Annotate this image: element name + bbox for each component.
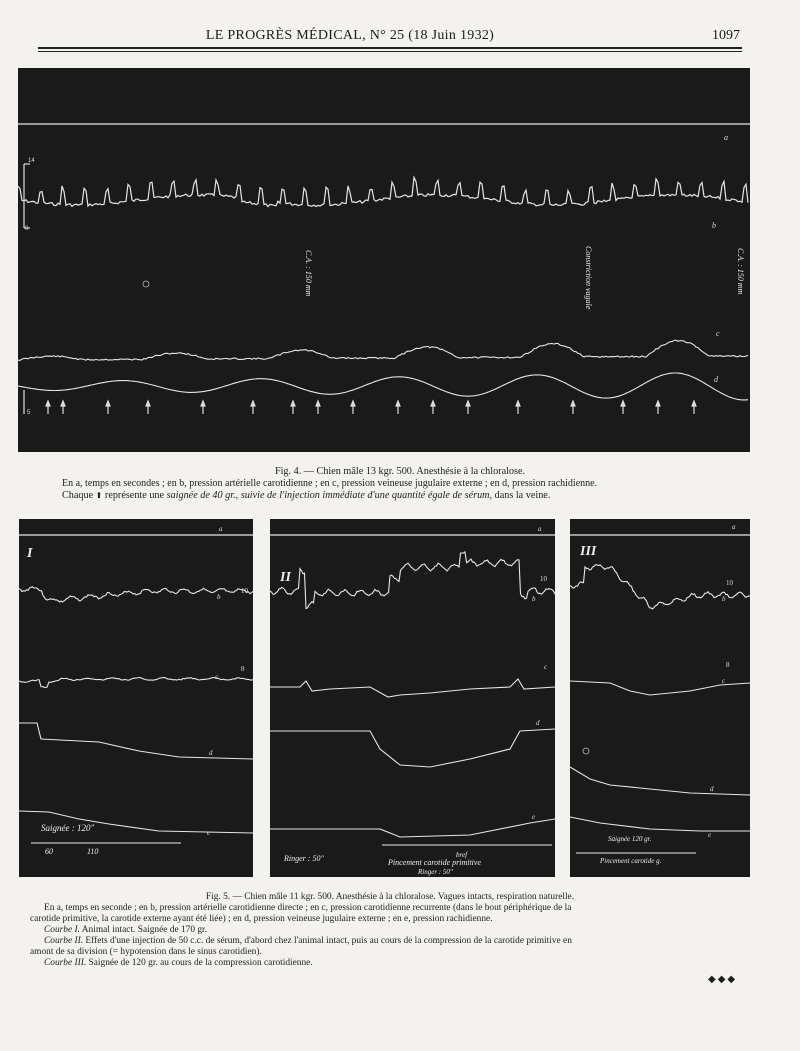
figure-5-panel-2 [270,519,555,877]
panel-3-tracings [570,519,750,877]
panel-3-annotation-top: Saignée 120 gr. [608,835,652,843]
caption-5-line5: Courbe II. Effets d'une injection de 50 c.c. de sérum, d'abord chez l'animal intact, puis au cours de la compression de la carotide primitive en [44,936,572,946]
svg-text:a: a [732,523,736,531]
panel-1-tracings [19,519,253,877]
caption-5-line6: amont de sa division (= hypotension dans le sinus carotidien). [30,947,262,957]
panel-2-roman: II [280,570,291,585]
svg-text:a: a [219,525,223,533]
label-c: c [716,329,720,338]
svg-text:d: d [536,719,540,727]
caption-4-line3: Chaque ⬆ représente une saignée de 40 gr., suivie de l'injection immédiate d'une quantité égale de sérum, dans la veine. [62,490,551,501]
arrow-icon: ⬆ [95,491,103,500]
annotation-ca-2: C.A. : 150 mm [736,248,745,295]
header-rule-thin [38,51,742,52]
svg-text:d: d [710,785,714,793]
label-five-mark: 5 [27,410,31,416]
page-number: 1097 [712,28,740,43]
svg-text:c: c [544,663,548,671]
ornament-mark: ◆◆◆ [708,974,738,985]
figure-5-panel-3 [570,519,750,877]
figure-5-caption [30,892,750,969]
label-b: b [712,221,716,230]
svg-text:b: b [217,593,221,601]
header-rule [38,47,742,49]
caption-5-line7: Courbe III. Saignée de 120 gr. au cours de la compression carotidienne. [44,958,313,968]
svg-text:60: 60 [45,847,53,856]
svg-text:e: e [207,829,211,837]
figure-4-tracings [18,68,750,452]
caption-4-title: Fig. 4. — Chien mâle 13 kgr. 500. Anesthésie à la chloralose. [274,466,526,477]
svg-text:e: e [708,831,712,839]
label-d: d [714,375,718,384]
svg-text:10: 10 [241,587,248,595]
svg-text:10: 10 [540,575,547,583]
label-a: a [724,133,728,142]
figure-5-panel-1 [19,519,253,877]
running-header [40,28,740,48]
panel-1-annotation: Saignée : 120" [41,823,95,833]
caption-4-line2: En a, temps en secondes ; en b, pression artérielle carotidienne ; en c, pression veineuse jugulaire externe ; en d, pression rachidienne. [62,478,598,489]
svg-text:d: d [209,749,213,757]
panel-3-roman: III [580,544,597,559]
panel-2-annotation-left: Ringer : 50" [284,854,324,863]
svg-text:110: 110 [87,847,99,856]
panel-3-annotation-bottom: Pincement carotide g. [600,857,662,865]
figure-4-plate [18,68,750,452]
svg-text:a: a [538,525,542,533]
caption-5-title: Fig. 5. — Chien mâle 11 kgr. 500. Anesthésie à la chloralose. Vagues intacts, respiration naturelle. [205,892,575,902]
svg-text:Ringer : 50": Ringer : 50" [418,868,453,876]
label-top-mark: 14 [28,158,35,164]
svg-text:c: c [215,673,219,681]
panel-2-tracings [270,519,555,877]
svg-text:bref: bref [456,851,468,859]
label-zero-mark: 0 [25,226,29,232]
svg-text:10: 10 [726,579,733,587]
svg-text:8: 8 [726,661,730,669]
svg-text:b: b [722,595,726,603]
annotation-ca-1: C.A. : 150 mm [304,250,313,297]
caption-5-line3: carotide primitive, la carotide externe ayant été liée) ; en d, pression veineuse jugulaire externe ; en e, pression rachidienne. [30,914,493,924]
svg-text:c: c [722,677,726,685]
figure-4-caption [60,466,740,502]
panel-1-roman: I [27,546,33,561]
caption-5-line4: Courbe I. Animal intact. Saignée de 170 gr. [44,925,207,935]
annotation-vagal: Constriction vagale [584,246,593,310]
svg-text:8: 8 [241,665,245,673]
svg-text:e: e [532,813,536,821]
svg-text:b: b [532,595,536,603]
journal-title: LE PROGRÈS MÉDICAL, N° 25 (18 Juin 1932) [205,28,495,43]
caption-5-line2: En a, temps en seconde ; en b, pression artérielle carotidienne directe ; en c, pression carotidienne recurrente (dans le bout périphérique de la [44,903,572,913]
panel-2-annotation-mid: Pincement carotide primitive [388,858,482,867]
